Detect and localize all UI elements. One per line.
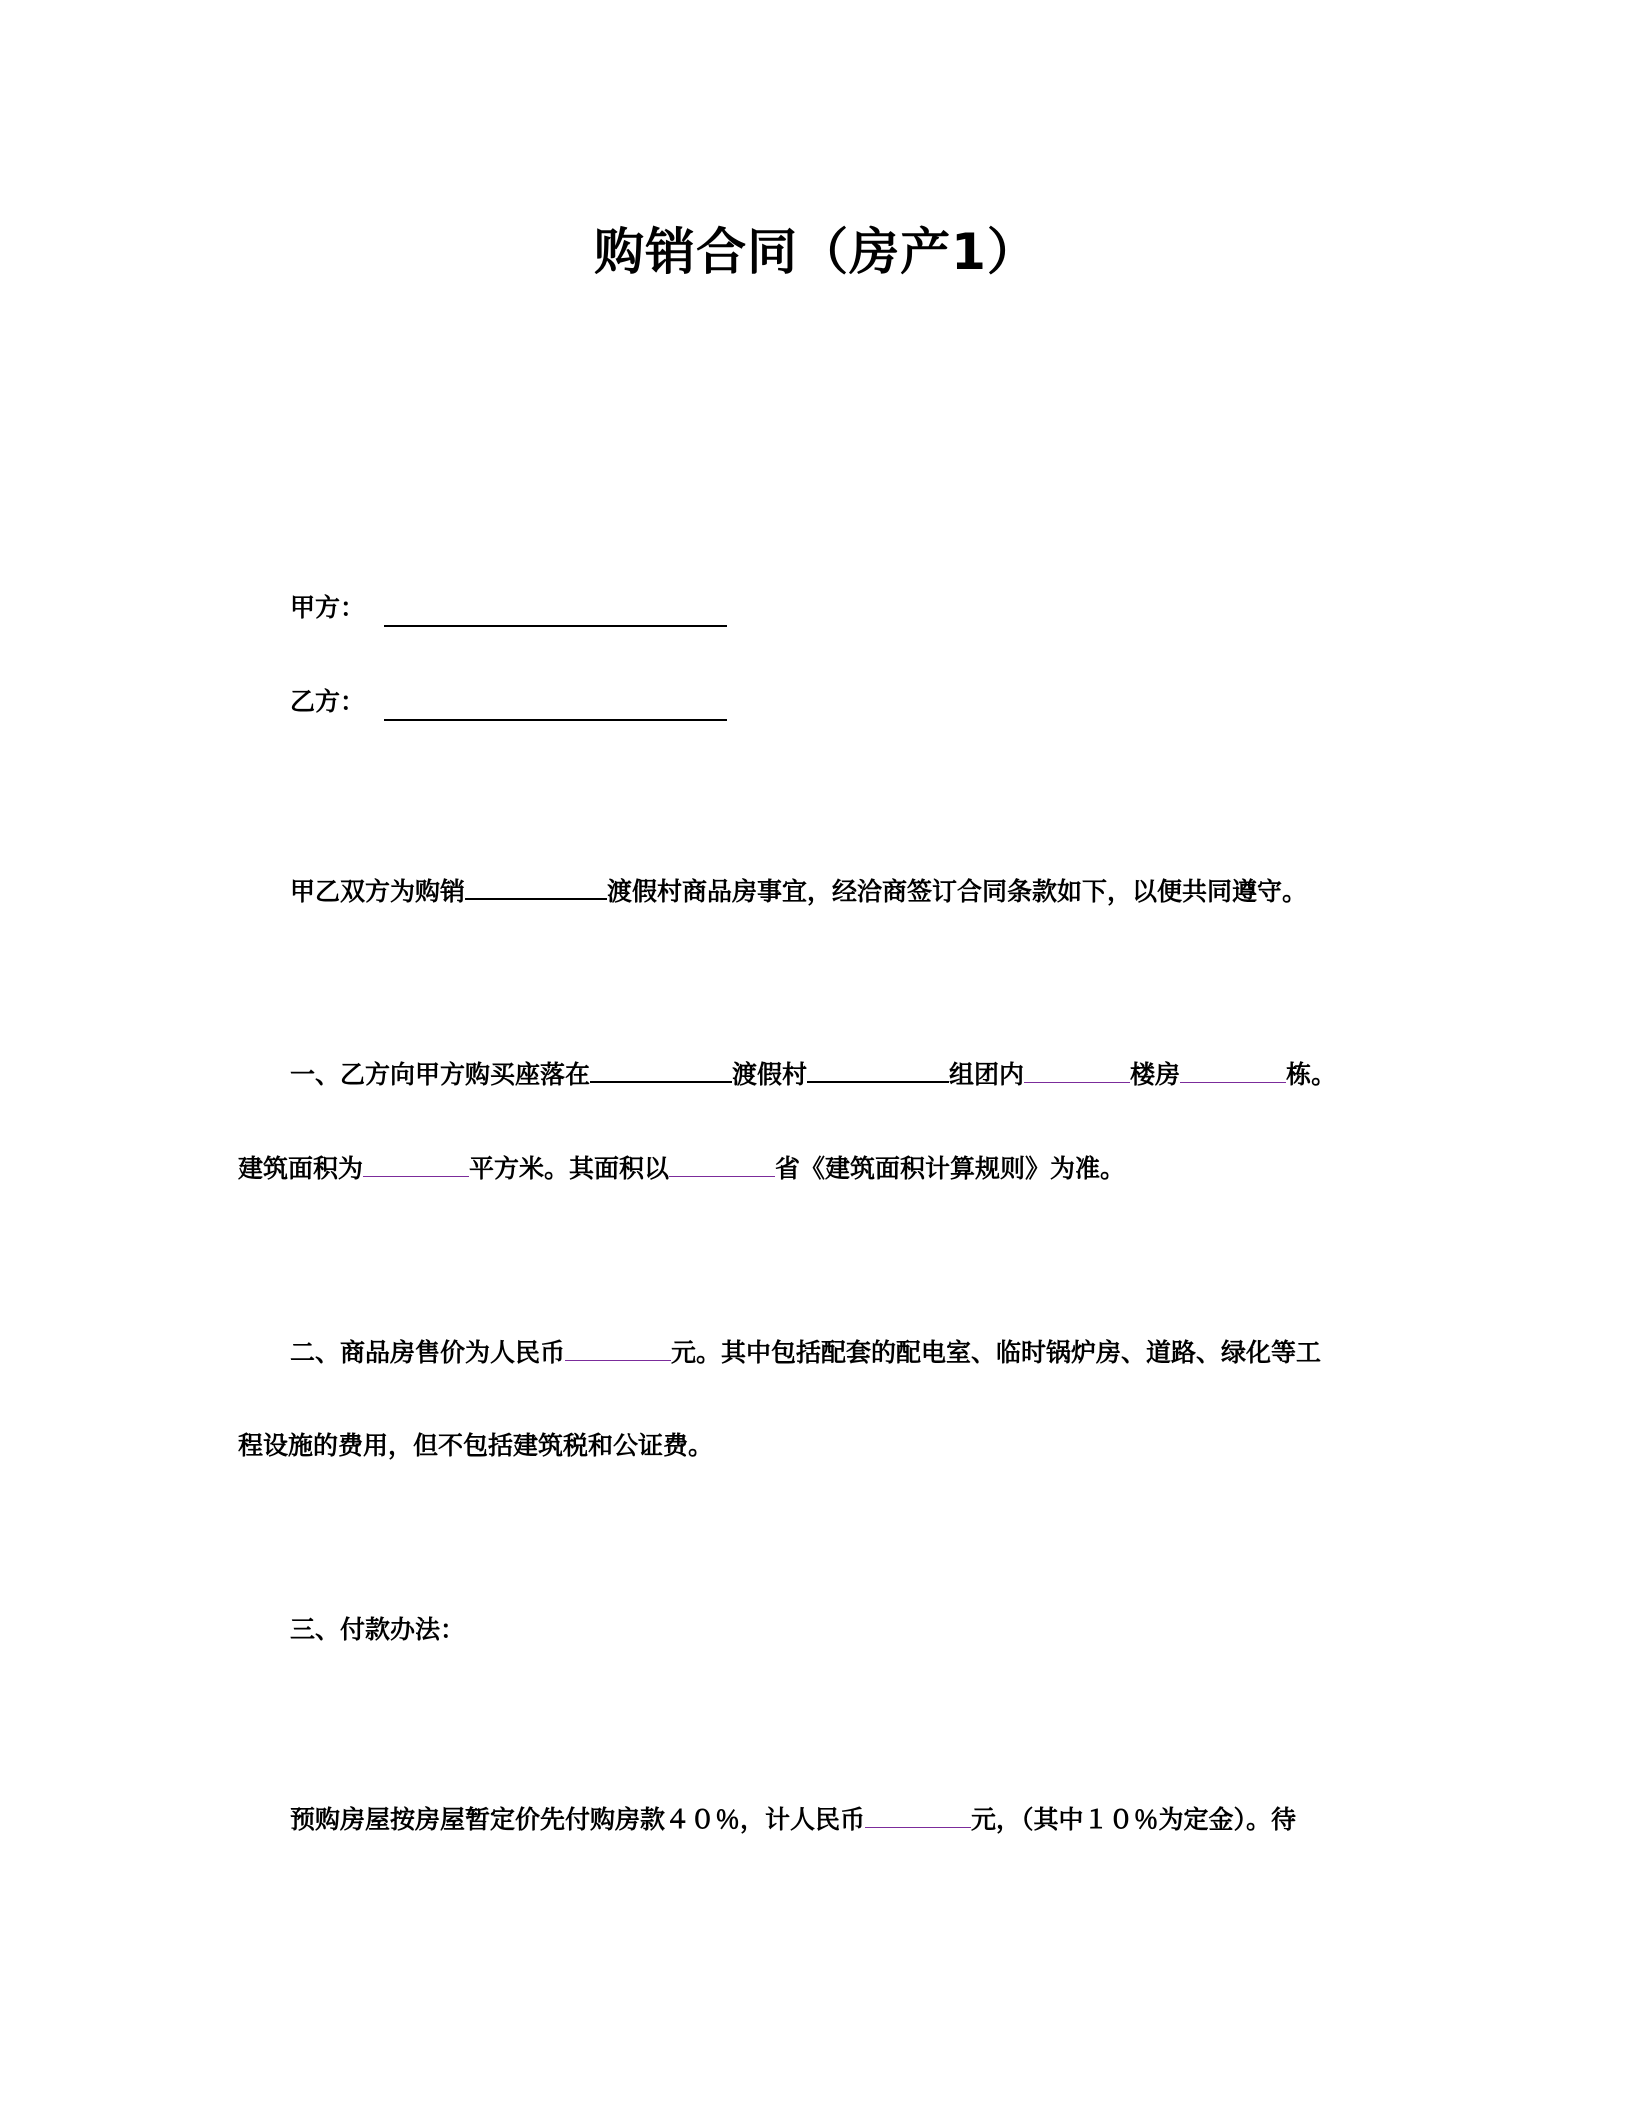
clause-2-line-1 — [290, 1334, 1321, 1369]
clause-1-text-5: 栋。 — [1286, 1060, 1337, 1089]
clause-1-text-1: 一、乙方向甲方购买座落在 — [290, 1060, 591, 1089]
clause-1-line-2-text-2: 平方米。其面积以 — [469, 1154, 670, 1183]
clause-1-blank-2 — [807, 1055, 949, 1083]
clause-1-blank-1 — [590, 1055, 732, 1083]
clause-1-area-blank — [363, 1150, 469, 1177]
clause-1-text-2: 渡假村 — [732, 1060, 808, 1089]
clause-3-heading: 三、付款办法： — [290, 1615, 466, 1644]
party-b-label: 乙方： — [290, 687, 366, 716]
clause-1-line-1 — [290, 1055, 1336, 1091]
clause-2-text-1: 二、商品房售价为人民币 — [290, 1338, 566, 1367]
party-a-label: 甲方： — [290, 593, 366, 622]
clause-1-blank-3 — [1024, 1056, 1130, 1083]
clause-3-line-1 — [290, 1801, 1296, 1836]
intro-paragraph — [290, 872, 1307, 908]
clause-3-amount-blank — [865, 1801, 971, 1828]
clause-1-line-2 — [238, 1150, 1125, 1185]
clause-3-text-2: 元，（其中１０％为定金）。待 — [971, 1805, 1297, 1834]
clause-1-text-4: 楼房 — [1130, 1060, 1181, 1089]
clause-2-price-blank — [565, 1334, 671, 1361]
document-title: 购销合同（房产1） — [594, 223, 1038, 281]
clause-1-blank-4 — [1180, 1056, 1286, 1083]
clause-2-line-2: 程设施的费用，但不包括建筑税和公证费。 — [238, 1431, 714, 1460]
clause-1-line-2-text-3: 省《建筑面积计算规则》为准。 — [775, 1154, 1126, 1183]
party-b-blank — [384, 719, 727, 721]
clause-2-text-2: 元。其中包括配套的配电室、临时锅炉房、道路、绿化等工 — [671, 1338, 1322, 1367]
party-a-blank — [384, 625, 727, 627]
intro-text-after: 渡假村商品房事宜，经洽商签订合同条款如下，以便共同遵守。 — [607, 877, 1308, 906]
clause-1-line-2-text-1: 建筑面积为 — [238, 1154, 364, 1183]
intro-text-before: 甲乙双方为购销 — [290, 877, 466, 906]
intro-blank — [465, 872, 607, 900]
clause-3-text-1: 预购房屋按房屋暂定价先付购房款４０％，计人民币 — [290, 1805, 866, 1834]
clause-1-text-3: 组团内 — [949, 1060, 1025, 1089]
clause-1-province-blank — [669, 1150, 775, 1177]
